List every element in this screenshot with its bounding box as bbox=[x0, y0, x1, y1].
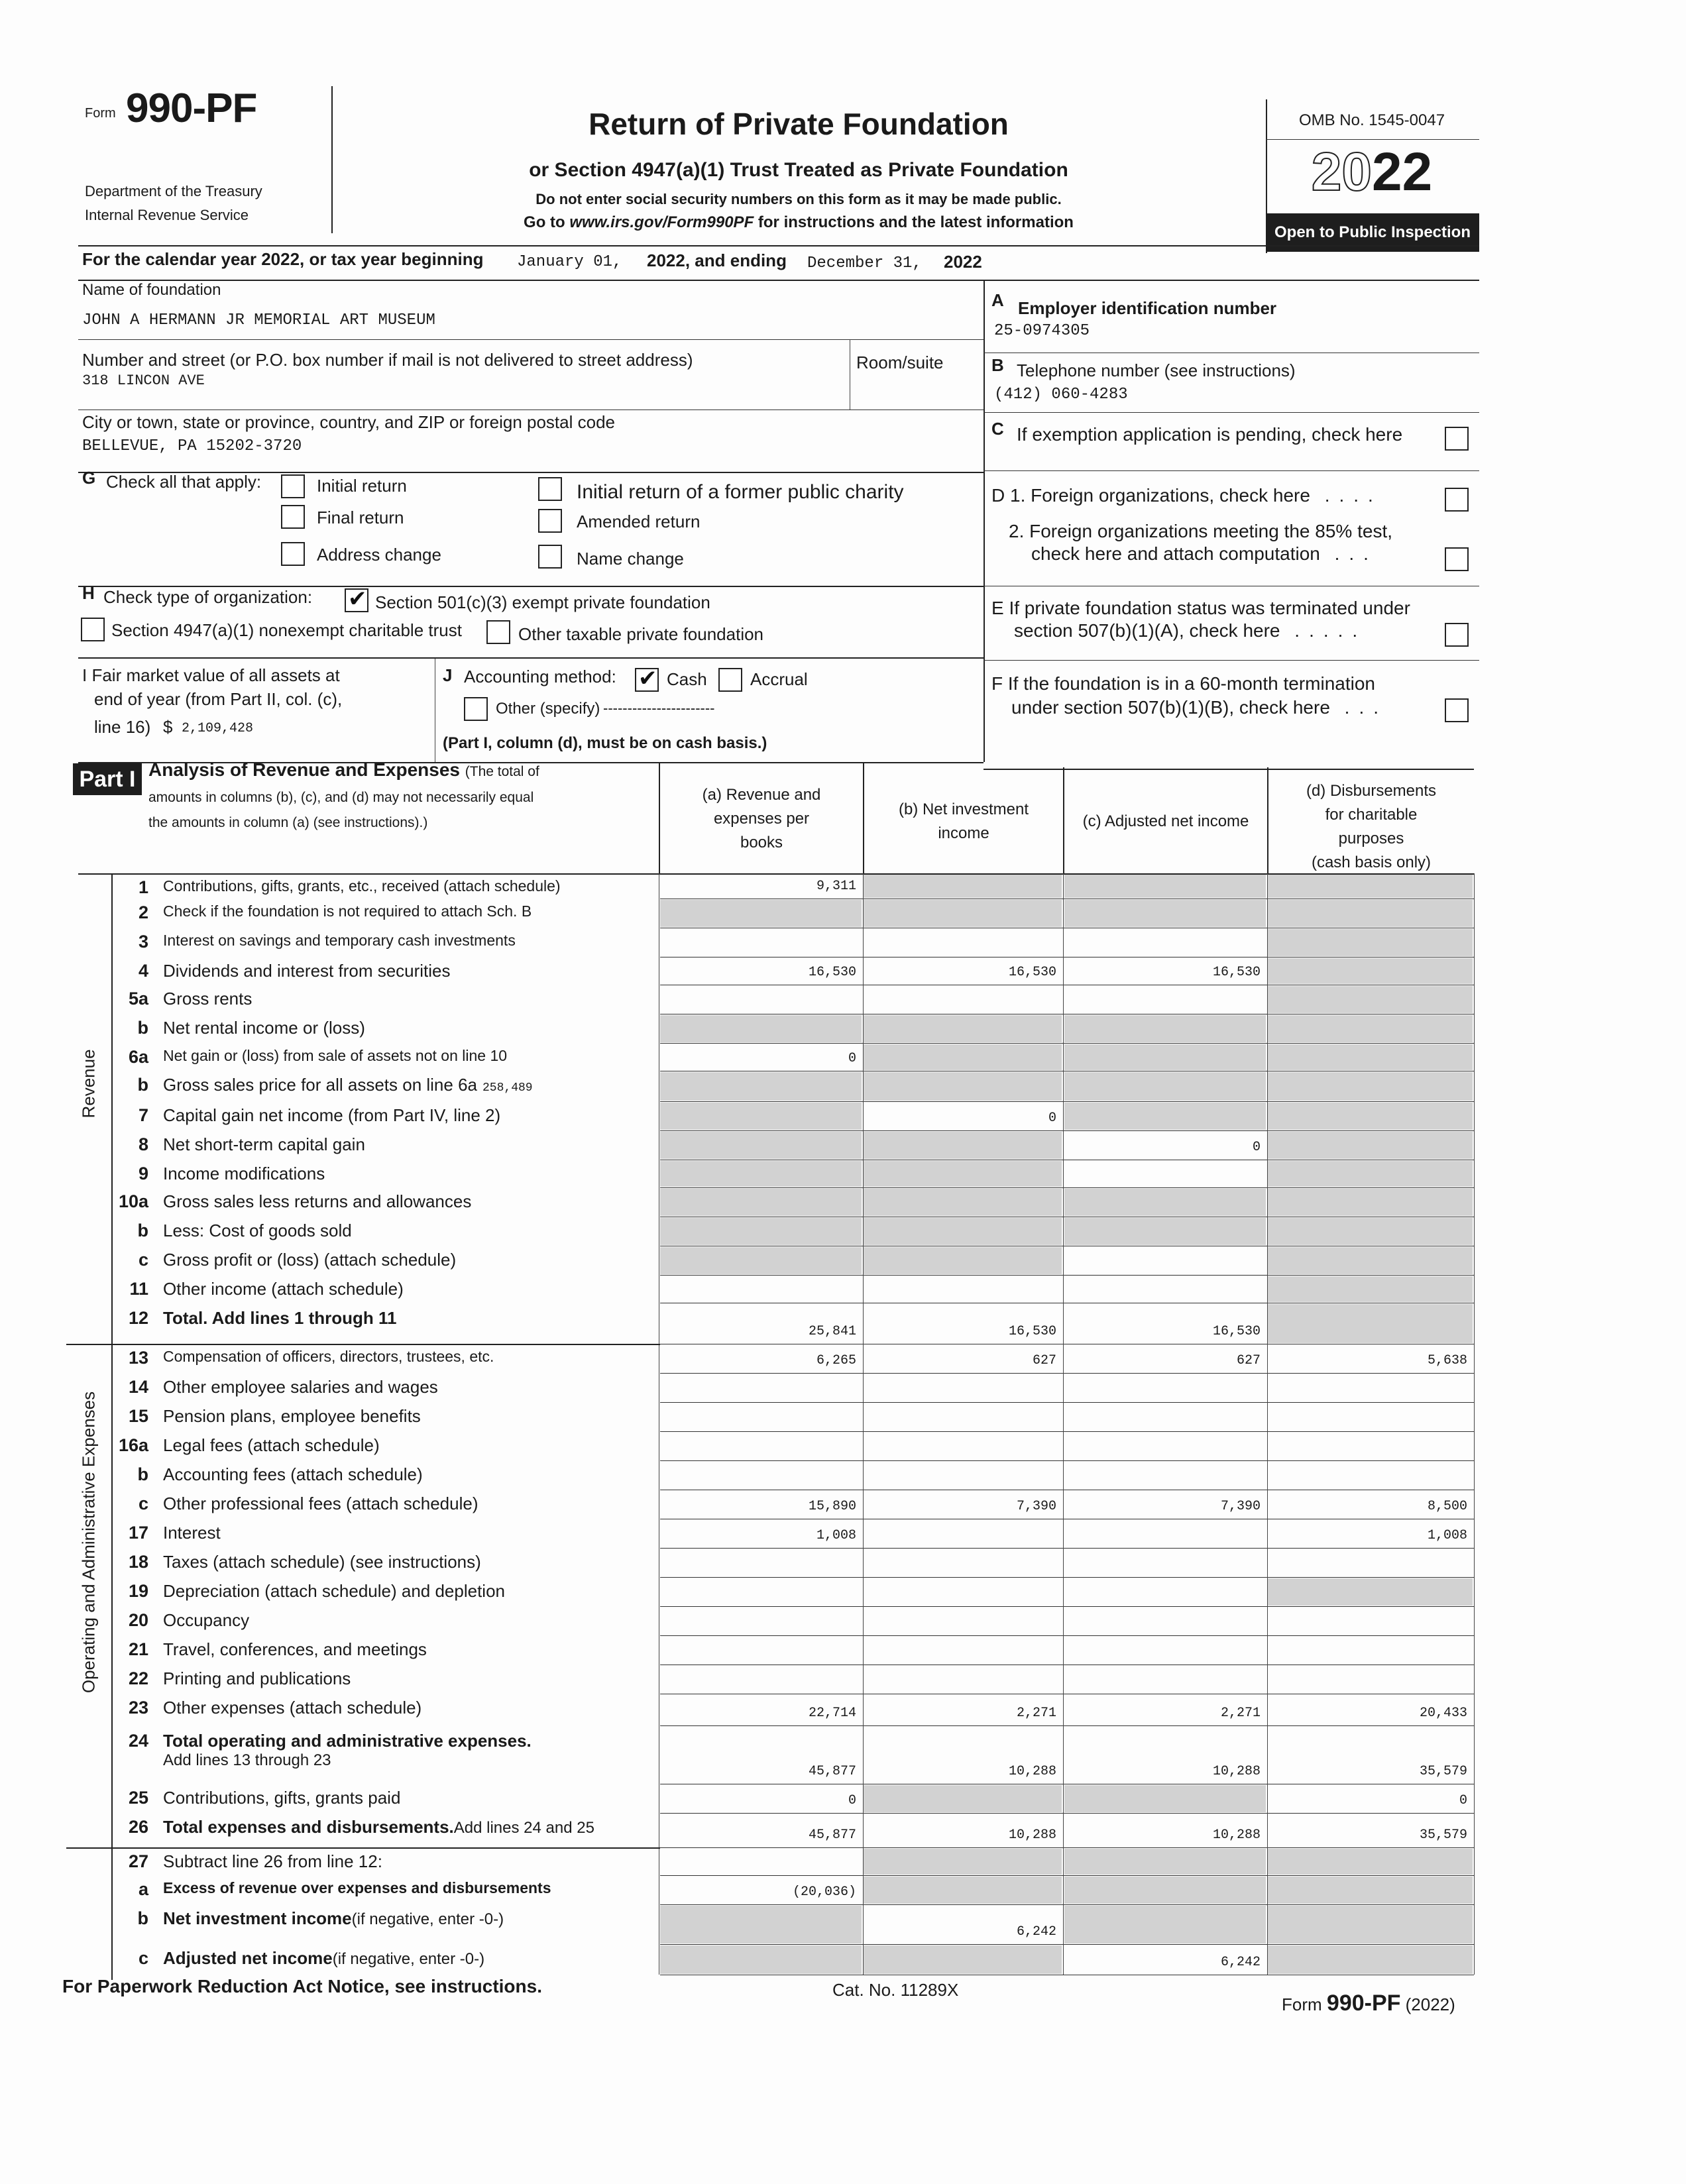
line-number: 16a bbox=[118, 1435, 148, 1455]
shaded-cell bbox=[1267, 1849, 1473, 1875]
shaded-cell bbox=[660, 1132, 862, 1159]
g-letter: G bbox=[82, 468, 96, 488]
shaded-cell bbox=[1267, 986, 1473, 1013]
shaded-cell bbox=[1267, 1044, 1473, 1070]
cell-a[interactable]: 1,008 bbox=[816, 1528, 856, 1543]
line-number: c bbox=[138, 1948, 148, 1968]
name-change-checkbox[interactable] bbox=[538, 545, 562, 569]
irs-link[interactable]: www.irs.gov/Form990PF bbox=[569, 213, 754, 231]
part1-desc3: the amounts in column (a) (see instructions).) bbox=[148, 815, 428, 830]
row-border bbox=[660, 1847, 1474, 1848]
tax-year-end-year: 2022 bbox=[944, 252, 982, 272]
line-label: Dividends and interest from securities bbox=[163, 961, 451, 981]
accrual-method-label: Accrual bbox=[750, 669, 808, 689]
cell-d[interactable]: 5,638 bbox=[1427, 1353, 1467, 1368]
row-border bbox=[660, 1725, 1474, 1726]
e-label-line2: section 507(b)(1)(A), check here ..... bbox=[1014, 620, 1367, 641]
line-number: b bbox=[137, 1908, 148, 1928]
shaded-cell bbox=[863, 1132, 1062, 1159]
street-address[interactable]: 318 LINCON AVE bbox=[82, 372, 205, 389]
e-terminated-checkbox[interactable] bbox=[1445, 623, 1469, 647]
row-border bbox=[660, 1944, 1474, 1945]
shaded-cell bbox=[1064, 1015, 1266, 1042]
shaded-cell bbox=[863, 1044, 1062, 1070]
phone-label: Telephone number (see instructions) bbox=[1017, 360, 1296, 380]
j-label: Accounting method: bbox=[464, 667, 616, 686]
cell-c[interactable]: 627 bbox=[1236, 1353, 1261, 1368]
omb-number: OMB No. 1545-0047 bbox=[1298, 111, 1445, 129]
line-label: Net short-term capital gain bbox=[163, 1134, 365, 1154]
line-label: Less: Cost of goods sold bbox=[163, 1221, 352, 1240]
line-label: Interest bbox=[163, 1523, 221, 1543]
other-method-label: Other (specify) bbox=[496, 700, 600, 718]
other-method-dashes: ----------------------- bbox=[603, 700, 715, 716]
cat-number: Cat. No. 11289X bbox=[832, 1980, 959, 2000]
amended-return-label: Amended return bbox=[577, 512, 701, 531]
instructions-note: Go to www.irs.gov/Form990PF for instructions and the latest information bbox=[524, 213, 1074, 231]
line-number: 11 bbox=[129, 1279, 148, 1299]
exemption-pending-label: If exemption application is pending, check here bbox=[1017, 424, 1403, 445]
cell-a[interactable]: 6,265 bbox=[816, 1353, 856, 1368]
line-number: 21 bbox=[128, 1639, 148, 1659]
row-border bbox=[660, 1904, 1474, 1905]
line-number: 23 bbox=[128, 1698, 148, 1718]
shaded-cell bbox=[863, 1161, 1062, 1187]
shaded-cell bbox=[863, 1877, 1062, 1904]
line-label: Excess of revenue over expenses and disbursements bbox=[163, 1879, 551, 1896]
shaded-cell bbox=[1064, 875, 1266, 898]
shaded-cell bbox=[1267, 1218, 1473, 1245]
org-501c3-checkbox[interactable] bbox=[345, 588, 368, 612]
line-number: 18 bbox=[128, 1552, 148, 1572]
shaded-cell bbox=[1064, 1877, 1266, 1904]
open-inspection-banner: Open to Public Inspection bbox=[1266, 213, 1479, 252]
tax-year-begin-year: 2022, and ending bbox=[647, 250, 787, 270]
line-label: Legal fees (attach schedule) bbox=[163, 1435, 380, 1455]
cell-b[interactable]: 10,288 bbox=[1008, 1828, 1056, 1843]
initial-former-checkbox[interactable] bbox=[538, 477, 562, 501]
col-d-header: (d) Disbursements for charitable purposes (cash basis only) bbox=[1306, 782, 1437, 871]
part1-title: Analysis of Revenue and Expenses (The total of bbox=[148, 759, 539, 780]
shaded-cell bbox=[1267, 958, 1473, 984]
i-line3: line 16) bbox=[94, 717, 151, 737]
cell-d[interactable]: 35,579 bbox=[1419, 1764, 1467, 1779]
street-label: Number and street (or P.O. box number if mail is not delivered to street address) bbox=[82, 350, 693, 370]
line-number: 24 bbox=[128, 1731, 148, 1751]
shaded-cell bbox=[1064, 1218, 1266, 1245]
i-line2: end of year (from Part II, col. (c), bbox=[94, 689, 343, 709]
shaded-cell bbox=[660, 1906, 862, 1943]
city-state-zip[interactable]: BELLEVUE, PA 15202-3720 bbox=[82, 437, 302, 455]
shaded-cell bbox=[1267, 1072, 1473, 1101]
shaded-cell bbox=[1267, 875, 1473, 898]
row-border bbox=[660, 1101, 1474, 1102]
line-label: Total expenses and disbursements.Add lines 24 and 25 bbox=[163, 1817, 594, 1837]
shaded-cell bbox=[863, 1247, 1062, 1274]
shaded-cell bbox=[863, 1945, 1062, 1974]
address-change-label: Address change bbox=[317, 545, 441, 565]
phone-value[interactable]: (412) 060-4283 bbox=[994, 386, 1128, 404]
line-label: Other employee salaries and wages bbox=[163, 1377, 438, 1397]
cell-c[interactable]: 16,530 bbox=[1212, 1324, 1261, 1339]
cell-b[interactable]: 6,242 bbox=[1016, 1924, 1056, 1939]
cell-c[interactable]: 7,390 bbox=[1220, 1499, 1261, 1514]
part1-desc2: amounts in columns (b), (c), and (d) may not necessarily equal bbox=[148, 790, 534, 805]
h-label: Check type of organization: bbox=[103, 587, 313, 607]
row-border bbox=[660, 1813, 1474, 1814]
cell-a[interactable]: (20,036) bbox=[792, 1884, 856, 1900]
shaded-cell bbox=[1267, 1877, 1473, 1904]
cell-b[interactable]: 16,530 bbox=[1008, 1324, 1056, 1339]
shaded-cell bbox=[660, 1247, 862, 1274]
shaded-cell bbox=[1064, 1906, 1266, 1943]
g-label: Check all that apply: bbox=[106, 472, 262, 492]
line-number: 6a bbox=[128, 1047, 148, 1067]
line-label: Contributions, gifts, grants, etc., received (attach schedule) bbox=[163, 877, 561, 895]
column-divider bbox=[863, 873, 864, 1975]
shaded-cell bbox=[1267, 1906, 1473, 1943]
line-label: Pension plans, employee benefits bbox=[163, 1406, 421, 1426]
row-border bbox=[660, 1460, 1474, 1461]
org-501c3-label: Section 501(c)(3) exempt private foundation bbox=[375, 592, 710, 612]
revenue-side-label: Revenue bbox=[78, 1049, 99, 1119]
line-label: Occupancy bbox=[163, 1610, 250, 1630]
dept-line2: Internal Revenue Service bbox=[85, 207, 249, 223]
final-return-checkbox[interactable] bbox=[281, 505, 305, 529]
shaded-cell bbox=[1064, 1785, 1266, 1812]
line-label: Accounting fees (attach schedule) bbox=[163, 1464, 423, 1484]
shaded-cell bbox=[660, 1103, 862, 1130]
form-title: Return of Private Foundation bbox=[589, 107, 1009, 141]
shaded-cell bbox=[863, 1072, 1062, 1101]
row-border bbox=[660, 1130, 1474, 1131]
line-number: 12 bbox=[128, 1308, 148, 1328]
shaded-cell bbox=[660, 1072, 862, 1101]
line-label: Capital gain net income (from Part IV, line 2) bbox=[163, 1105, 501, 1125]
line-number: 10a bbox=[118, 1191, 148, 1211]
tax-year-badge: 2022 bbox=[1311, 142, 1433, 202]
line-label: Depreciation (attach schedule) and depletion bbox=[163, 1581, 506, 1601]
i-line1: I Fair market value of all assets at bbox=[82, 665, 340, 685]
line-number: 9 bbox=[138, 1164, 148, 1183]
dept-line1: Department of the Treasury bbox=[85, 183, 262, 199]
foundation-name[interactable]: JOHN A HERMANN JR MEMORIAL ART MUSEUM bbox=[82, 311, 435, 329]
shaded-cell bbox=[1267, 1132, 1473, 1159]
shaded-cell bbox=[1267, 1304, 1473, 1343]
column-divider bbox=[1474, 873, 1475, 1975]
line-number: 13 bbox=[128, 1348, 148, 1368]
line-label: Taxes (attach schedule) (see instructions) bbox=[163, 1552, 481, 1572]
foreign-org-checkbox[interactable] bbox=[1445, 488, 1469, 512]
line-label: Adjusted net income(if negative, enter -0-) bbox=[163, 1948, 485, 1968]
shaded-cell bbox=[1064, 1103, 1266, 1130]
f-label-line2: under section 507(b)(1)(B), check here ... bbox=[1011, 697, 1388, 718]
foreign-85-checkbox[interactable] bbox=[1445, 547, 1469, 571]
form-prefix: Form bbox=[85, 106, 116, 121]
shaded-cell bbox=[863, 1849, 1062, 1875]
row-border bbox=[660, 1187, 1474, 1188]
line-label: Check if the foundation is not required to attach Sch. B bbox=[163, 902, 532, 920]
row-border bbox=[660, 1606, 1474, 1607]
cell-b[interactable]: 2,271 bbox=[1016, 1706, 1056, 1721]
line-number: 20 bbox=[128, 1610, 148, 1630]
col-a-header: (a) Revenue and expenses per books bbox=[702, 786, 821, 851]
line-label: Subtract line 26 from line 12: bbox=[163, 1851, 382, 1871]
shaded-cell bbox=[1064, 1189, 1266, 1216]
cell-c[interactable]: 16,530 bbox=[1212, 965, 1261, 980]
shaded-cell bbox=[863, 1785, 1062, 1812]
line-number: b bbox=[137, 1075, 148, 1095]
paperwork-notice: For Paperwork Reduction Act Notice, see instructions. bbox=[62, 1976, 542, 1996]
line-number: c bbox=[138, 1250, 148, 1270]
line-label: Printing and publications bbox=[163, 1668, 351, 1688]
line-label: Compensation of officers, directors, trustees, etc. bbox=[163, 1348, 494, 1365]
line-label: Travel, conferences, and meetings bbox=[163, 1639, 427, 1659]
line-label: Other professional fees (attach schedule) bbox=[163, 1494, 478, 1513]
c-letter: C bbox=[991, 419, 1004, 439]
shaded-cell bbox=[660, 900, 862, 927]
phone-letter: B bbox=[991, 355, 1004, 375]
final-return-label: Final return bbox=[317, 508, 404, 527]
cell-c[interactable]: 2,271 bbox=[1220, 1706, 1261, 1721]
line-label: Net gain or (loss) from sale of assets not on line 10 bbox=[163, 1047, 508, 1064]
d2-label-line2: check here and attach computation ... bbox=[1031, 543, 1378, 564]
line-label: Other income (attach schedule) bbox=[163, 1279, 404, 1299]
footer-form-label: Form 990-PF (2022) bbox=[1282, 1991, 1455, 2016]
shaded-cell bbox=[1267, 1015, 1473, 1042]
ein-letter: A bbox=[991, 290, 1004, 310]
f-termination-checkbox[interactable] bbox=[1445, 698, 1469, 722]
row-border bbox=[660, 1548, 1474, 1549]
cell-b[interactable]: 0 bbox=[1048, 1111, 1056, 1126]
line-number: 25 bbox=[128, 1788, 148, 1808]
initial-former-label: Initial return of a former public charity bbox=[577, 481, 904, 503]
line-label: Gross sales price for all assets on line 6a 258,489 bbox=[163, 1075, 533, 1095]
initial-return-label: Initial return bbox=[317, 476, 407, 496]
row-border bbox=[660, 1875, 1474, 1876]
line-number: 8 bbox=[138, 1134, 148, 1154]
line-label: Gross profit or (loss) (attach schedule) bbox=[163, 1250, 457, 1270]
cell-c[interactable]: 0 bbox=[1252, 1140, 1261, 1155]
cell-b[interactable]: 10,288 bbox=[1008, 1764, 1056, 1779]
cash-method-checkbox[interactable] bbox=[635, 668, 659, 692]
accrual-method-checkbox[interactable] bbox=[718, 668, 742, 692]
cell-a[interactable]: 45,877 bbox=[808, 1764, 856, 1779]
cell-a[interactable]: 22,714 bbox=[808, 1706, 856, 1721]
shaded-cell bbox=[1064, 1044, 1266, 1070]
shaded-cell bbox=[1267, 1247, 1473, 1274]
org-4947-label: Section 4947(a)(1) nonexempt charitable trust bbox=[111, 620, 462, 640]
shaded-cell bbox=[1267, 1945, 1473, 1974]
line-number: 3 bbox=[138, 932, 148, 952]
shaded-cell bbox=[863, 1015, 1062, 1042]
shaded-cell bbox=[1267, 900, 1473, 927]
shaded-cell bbox=[660, 1161, 862, 1187]
form-subtitle: or Section 4947(a)(1) Trust Treated as Private Foundation bbox=[529, 159, 1068, 181]
line-label: Total. Add lines 1 through 11 bbox=[163, 1308, 397, 1328]
j-cash-basis-note: (Part I, column (d), must be on cash basis.) bbox=[443, 734, 767, 752]
shaded-cell bbox=[1064, 1849, 1266, 1875]
cell-a[interactable]: 25,841 bbox=[808, 1324, 856, 1339]
cell-d[interactable]: 8,500 bbox=[1427, 1499, 1467, 1514]
col-c-header: (c) Adjusted net income bbox=[1082, 812, 1249, 830]
ssn-note: Do not enter social security numbers on this form as it may be made public. bbox=[535, 191, 1062, 207]
line-label: Gross rents bbox=[163, 989, 253, 1009]
e-label-line1: E If private foundation status was terminated under bbox=[991, 598, 1410, 618]
tax-year-label: For the calendar year 2022, or tax year beginning bbox=[82, 249, 484, 269]
line-label: Other expenses (attach schedule) bbox=[163, 1698, 422, 1718]
exemption-pending-checkbox[interactable] bbox=[1445, 427, 1469, 451]
shaded-cell bbox=[660, 1945, 862, 1974]
j-letter: J bbox=[443, 665, 453, 685]
cell-d[interactable]: 20,433 bbox=[1419, 1706, 1467, 1721]
row-border bbox=[660, 1402, 1474, 1403]
cell-d[interactable]: 0 bbox=[1459, 1793, 1467, 1808]
column-divider bbox=[1267, 873, 1268, 1975]
ein-value[interactable]: 25-0974305 bbox=[994, 322, 1090, 340]
line-number: 2 bbox=[138, 902, 148, 922]
line-number: b bbox=[137, 1221, 148, 1240]
shaded-cell bbox=[1267, 1276, 1473, 1302]
line-number: a bbox=[138, 1879, 148, 1899]
line-label: Gross sales less returns and allowances bbox=[163, 1191, 472, 1211]
shaded-cell bbox=[863, 1218, 1062, 1245]
cell-a[interactable]: 16,530 bbox=[808, 965, 856, 980]
cell-a[interactable]: 0 bbox=[848, 1051, 856, 1066]
cell-c[interactable]: 10,288 bbox=[1212, 1828, 1261, 1843]
shaded-cell bbox=[660, 1015, 862, 1042]
org-other-taxable-label: Other taxable private foundation bbox=[518, 624, 764, 644]
line-label: Interest on savings and temporary cash investments bbox=[163, 932, 516, 949]
row-border bbox=[660, 1635, 1474, 1636]
cell-b[interactable]: 627 bbox=[1032, 1353, 1056, 1368]
ein-label: Employer identification number bbox=[1018, 298, 1277, 318]
shaded-cell bbox=[660, 1189, 862, 1216]
line-label: Net investment income(if negative, enter -0-) bbox=[163, 1908, 504, 1928]
cell-c[interactable]: 6,242 bbox=[1220, 1955, 1261, 1970]
row-border bbox=[660, 1431, 1474, 1432]
address-change-checkbox[interactable] bbox=[281, 542, 305, 566]
line-number: 17 bbox=[128, 1523, 148, 1543]
cell-d[interactable]: 1,008 bbox=[1427, 1528, 1467, 1543]
room-suite-label: Room/suite bbox=[856, 353, 944, 372]
d1-label: D 1. Foreign organizations, check here .... bbox=[991, 485, 1382, 506]
line-number: 22 bbox=[128, 1668, 148, 1688]
line-number: 4 bbox=[138, 961, 148, 981]
col-b-header: (b) Net investment income bbox=[898, 800, 1029, 842]
line-number: b bbox=[137, 1464, 148, 1484]
row-border bbox=[660, 1373, 1474, 1374]
line-number: 15 bbox=[128, 1406, 148, 1426]
cell-a[interactable]: 9,311 bbox=[816, 879, 856, 894]
foundation-name-label: Name of foundation bbox=[82, 281, 221, 299]
shaded-cell bbox=[1267, 1578, 1473, 1606]
row-border bbox=[660, 1275, 1474, 1276]
cell-d[interactable]: 35,579 bbox=[1419, 1828, 1467, 1843]
line-label: Income modifications bbox=[163, 1164, 325, 1183]
initial-return-checkbox[interactable] bbox=[281, 474, 305, 498]
expenses-side-label: Operating and Administrative Expenses bbox=[78, 1391, 99, 1694]
city-label: City or town, state or province, country, and ZIP or foreign postal code bbox=[82, 412, 615, 432]
line-label: Net rental income or (loss) bbox=[163, 1018, 365, 1038]
i-dollar: $ bbox=[163, 717, 173, 737]
column-divider bbox=[1063, 873, 1064, 1975]
org-4947-checkbox[interactable] bbox=[81, 618, 105, 641]
shaded-cell bbox=[1267, 929, 1473, 956]
line-number: 26 bbox=[128, 1817, 148, 1837]
shaded-cell bbox=[863, 1189, 1062, 1216]
amended-return-checkbox[interactable] bbox=[538, 509, 562, 533]
shaded-cell bbox=[660, 1218, 862, 1245]
shaded-cell bbox=[1267, 1189, 1473, 1216]
line-label: Total operating and administrative expenses. Add lines 13 through 23 bbox=[163, 1731, 532, 1769]
shaded-cell bbox=[863, 875, 1062, 898]
cell-a[interactable]: 0 bbox=[848, 1793, 856, 1808]
line-number: c bbox=[138, 1494, 148, 1513]
shaded-cell bbox=[1064, 900, 1266, 927]
line-number: b bbox=[137, 1018, 148, 1038]
h-letter: H bbox=[82, 583, 95, 603]
cash-method-label: Cash bbox=[667, 669, 707, 689]
cell-c[interactable]: 10,288 bbox=[1212, 1764, 1261, 1779]
other-method-checkbox[interactable] bbox=[464, 697, 488, 721]
line-number: 27 bbox=[128, 1851, 148, 1871]
cell-a[interactable]: 15,890 bbox=[808, 1499, 856, 1514]
org-other-taxable-checkbox[interactable] bbox=[486, 620, 510, 644]
shaded-cell bbox=[1267, 1161, 1473, 1187]
line-number: 14 bbox=[128, 1377, 148, 1397]
line-number: 5a bbox=[128, 989, 148, 1009]
line-number: 19 bbox=[128, 1581, 148, 1601]
tax-year-end: December 31, bbox=[807, 254, 922, 272]
part1-tag: Part I bbox=[73, 763, 142, 795]
d2-label-line1: 2. Foreign organizations meeting the 85% test, bbox=[1009, 521, 1393, 541]
cell-b[interactable]: 16,530 bbox=[1008, 965, 1056, 980]
line-label: Contributions, gifts, grants paid bbox=[163, 1788, 401, 1808]
fair-market-value[interactable]: 2,109,428 bbox=[182, 721, 254, 736]
line-number: 1 bbox=[138, 877, 148, 897]
f-label-line1: F If the foundation is in a 60-month termination bbox=[991, 673, 1375, 694]
shaded-cell bbox=[1267, 1103, 1473, 1130]
form-number: 990-PF bbox=[126, 85, 257, 131]
cell-a[interactable]: 45,877 bbox=[808, 1828, 856, 1843]
shaded-cell bbox=[863, 900, 1062, 927]
name-change-label: Name change bbox=[577, 549, 684, 569]
row-border bbox=[660, 1577, 1474, 1578]
cell-b[interactable]: 7,390 bbox=[1016, 1499, 1056, 1514]
line-number: 7 bbox=[138, 1105, 148, 1125]
row-border bbox=[660, 1043, 1474, 1044]
shaded-cell bbox=[1064, 1072, 1266, 1101]
tax-year-begin: January 01, bbox=[517, 253, 622, 271]
